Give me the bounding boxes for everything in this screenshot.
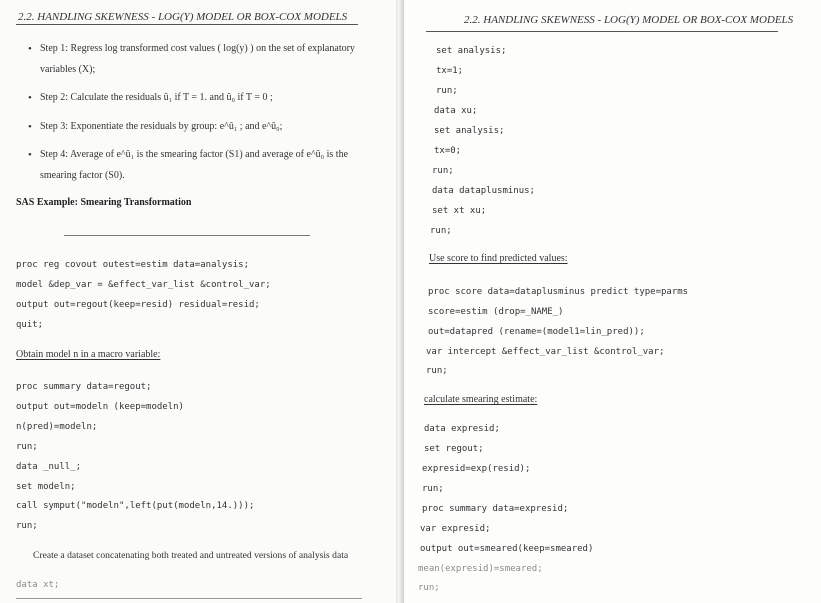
step-4-line-2: smearing factor (S0). [40, 170, 125, 181]
code-line: proc reg covout outest=estim data=analysis; [16, 260, 249, 270]
section-use-score: Use score to find predicted values: [429, 253, 568, 264]
section-calculate-smearing: calculate smearing estimate: [424, 394, 538, 405]
section-obtain-model-n: Obtain model n in a macro variable: [16, 349, 161, 360]
separator-rule [64, 235, 310, 236]
code-line: expresid=exp(resid); [422, 464, 531, 474]
code-line: run; [432, 166, 454, 176]
code-line: n(pred)=modeln; [16, 422, 98, 432]
step-4-line-1: • Step 4: Average of e^û₁ is the smearing factor (S1) and average of e^û₀ is the [40, 149, 348, 160]
left-header-rule [16, 24, 358, 25]
code-line: var intercept &effect_var_list &control_var; [426, 347, 665, 357]
code-line: data _null_; [16, 462, 82, 472]
code-line: run; [422, 484, 444, 494]
code-line: set analysis; [436, 46, 507, 56]
code-line: proc summary data=expresid; [422, 504, 569, 514]
code-line: score=estim (drop=_NAME_) [428, 307, 564, 317]
code-line: output out=modeln (keep=modeln) [16, 402, 184, 412]
code-line: data dataplusminus; [432, 186, 535, 196]
code-line: proc summary data=regout; [16, 382, 152, 392]
left-footer-rule [16, 598, 362, 599]
code-line: run; [436, 86, 458, 96]
sas-example-title: SAS Example: Smearing Transformation [16, 197, 192, 208]
book-gutter [396, 0, 404, 603]
code-line: mean(expresid)=smeared; [418, 564, 543, 574]
code-line: proc score data=dataplusminus predict type=parms [428, 287, 689, 297]
code-line: output out=smeared(keep=smeared) [420, 544, 594, 554]
code-line: set modeln; [16, 482, 76, 492]
code-line: out=datapred (rename=(model1=lin_pred)); [428, 327, 645, 337]
step-1-line-2: variables (X); [40, 64, 96, 75]
code-line: call symput("modeln",left(put(modeln,14.))); [16, 501, 255, 511]
step-3: • Step 3: Exponentiate the residuals by group: e^û₁ ; and e^û₀; [40, 121, 282, 132]
code-line: run; [426, 366, 448, 376]
right-page-header: 2.2. HANDLING SKEWNESS - LOG(Y) MODEL OR BOX-COX MODELS [464, 14, 794, 26]
code-line: data xt; [16, 580, 60, 590]
code-line: run; [418, 583, 440, 593]
code-line: data expresid; [424, 424, 500, 434]
code-line: quit; [16, 320, 44, 330]
step-2: • Step 2: Calculate the residuals û₁ if T = 1. and û₀ if T = 0 ; [40, 92, 273, 103]
code-line: var expresid; [420, 524, 491, 534]
right-page [404, 0, 821, 603]
section-create-dataset: Create a dataset concatenating both treated and untreated versions of analysis data [33, 550, 349, 561]
code-line: output out=regout(keep=resid) residual=resid; [16, 300, 260, 310]
code-line: set regout; [424, 444, 484, 454]
code-line: tx=1; [436, 66, 464, 76]
code-line: set xt xu; [432, 206, 487, 216]
code-line: run; [16, 521, 38, 531]
left-page [0, 0, 396, 603]
code-line: data xu; [434, 106, 478, 116]
code-line: run; [16, 442, 38, 452]
code-line: set analysis; [434, 126, 505, 136]
step-1-line-1: • Step 1: Regress log transformed cost values ( log(y) ) on the set of explanatory [40, 43, 355, 54]
code-line: run; [430, 226, 452, 236]
code-line: model &dep_var = &effect_var_list &control_var; [16, 280, 271, 290]
right-header-rule [426, 31, 778, 32]
left-page-header: 2.2. HANDLING SKEWNESS - LOG(Y) MODEL OR BOX-COX MODELS [18, 11, 348, 23]
code-line: tx=0; [434, 146, 462, 156]
